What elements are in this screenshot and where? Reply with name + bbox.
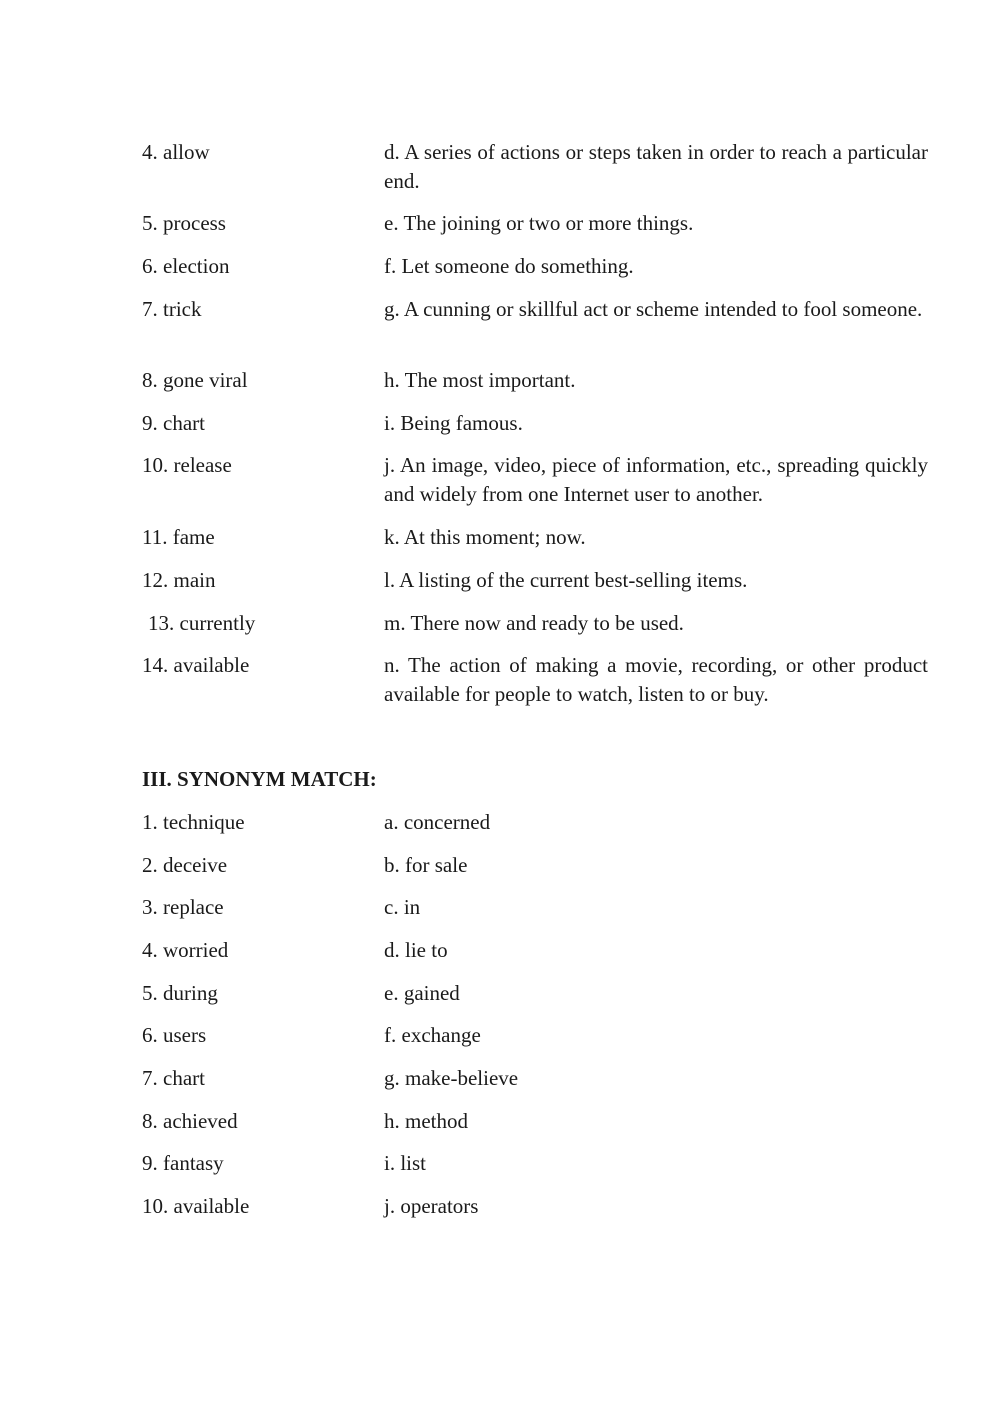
vocab-term: 8. gone viral [142, 368, 248, 392]
synonym-option: j. operators [384, 1194, 479, 1218]
synonym-row [142, 1107, 928, 1136]
vocab-definition: i. Being famous. [384, 411, 523, 435]
vocab-term: 10. release [142, 453, 232, 477]
match-row [142, 651, 928, 709]
match-row [142, 409, 928, 438]
vocab-definition: m. There now and ready to be used. [384, 611, 684, 635]
match-row [142, 609, 928, 638]
synonym-row [142, 851, 928, 880]
synonym-row [142, 1064, 928, 1093]
match-row [142, 295, 928, 324]
synonym-term: 1. technique [142, 810, 245, 834]
vocab-term: 11. fame [142, 525, 215, 549]
vocab-definition: n. The action of making a movie, recording, or other product available for people to watch, listen to or buy. [384, 653, 928, 706]
vocab-term: 12. main [142, 568, 216, 592]
synonym-row [142, 1021, 928, 1050]
synonym-option: h. method [384, 1109, 468, 1133]
synonym-option: b. for sale [384, 853, 468, 877]
match-row [142, 209, 928, 238]
match-row [142, 566, 928, 595]
synonym-term: 2. deceive [142, 853, 228, 877]
synonym-term: 3. replace [142, 895, 224, 919]
vocab-term: 9. chart [142, 411, 205, 435]
synonym-option: i. list [384, 1151, 427, 1175]
synonym-term: 9. fantasy [142, 1151, 224, 1175]
synonym-row [142, 808, 928, 837]
synonym-option: d. lie to [384, 938, 448, 962]
vocab-definition: h. The most important. [384, 368, 576, 392]
match-row [142, 366, 928, 395]
synonym-row [142, 1149, 928, 1178]
vocab-definition: d. A series of actions or steps taken in order to reach a particular end. [384, 140, 928, 193]
synonym-row [142, 893, 928, 922]
vocab-definition: l. A listing of the current best-selling items. [384, 568, 748, 592]
vocab-term: 13. currently [148, 611, 256, 635]
synonym-option: g. make-believe [384, 1066, 519, 1090]
synonym-term: 8. achieved [142, 1109, 238, 1133]
vocab-term: 14. available [142, 653, 250, 677]
synonym-option: a. concerned [384, 810, 491, 834]
vocab-definition: e. The joining or two or more things. [384, 211, 694, 235]
vocab-definition: g. A cunning or skillful act or scheme intended to fool someone. [384, 297, 923, 321]
vocab-term: 5. process [142, 211, 226, 235]
synonym-term: 10. available [142, 1194, 250, 1218]
synonym-row [142, 979, 928, 1008]
section-heading: III. SYNONYM MATCH: [142, 767, 377, 791]
match-row [142, 451, 928, 509]
match-row [142, 138, 928, 196]
vocab-term: 7. trick [142, 297, 202, 321]
synonym-option: f. exchange [384, 1023, 481, 1047]
synonym-option: c. in [384, 895, 421, 919]
synonym-row [142, 936, 928, 965]
synonym-term: 6. users [142, 1023, 207, 1047]
vocab-term: 4. allow [142, 140, 210, 164]
synonym-term: 5. during [142, 981, 218, 1005]
match-row [142, 523, 928, 552]
vocab-term: 6. election [142, 254, 230, 278]
synonym-option: e. gained [384, 981, 460, 1005]
synonym-term: 7. chart [142, 1066, 205, 1090]
synonym-term: 4. worried [142, 938, 229, 962]
synonym-row [142, 1192, 928, 1221]
vocab-definition: j. An image, video, piece of information, etc., spreading quickly and widely from one Internet user to another. [384, 453, 928, 506]
match-row [142, 252, 928, 281]
vocab-definition: k. At this moment; now. [384, 525, 586, 549]
vocab-definition: f. Let someone do something. [384, 254, 634, 278]
